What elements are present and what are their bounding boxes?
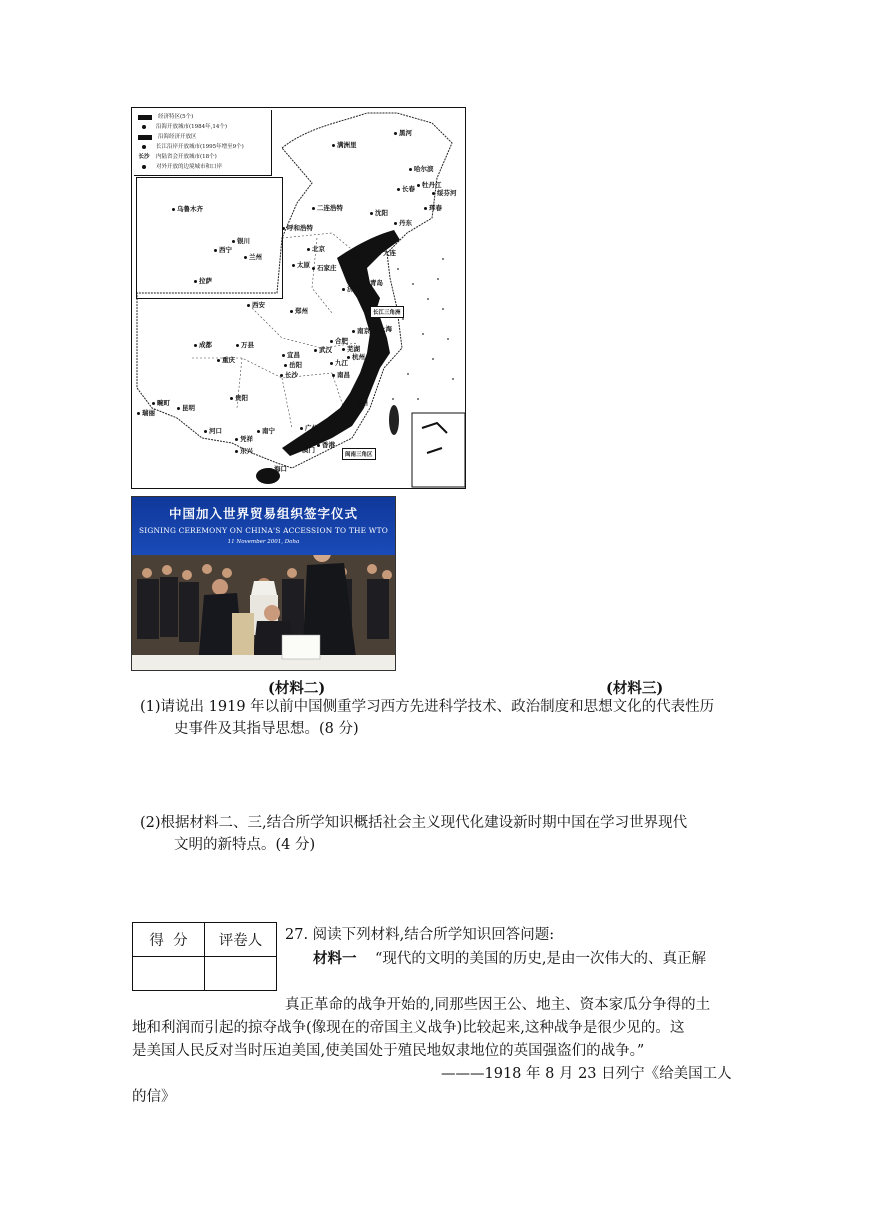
city-label: 岳阳 xyxy=(284,360,302,369)
city-label: 杭州 xyxy=(347,352,365,361)
city-label: 东兴 xyxy=(235,446,253,455)
city-label: 石家庄 xyxy=(312,263,337,272)
city-label: 哈尔滨 xyxy=(409,164,434,173)
legend-row: 对外开放的边境城市和口岸 xyxy=(138,162,269,172)
banner-title-en: SIGNING CEREMONY ON CHINA'S ACCESSION TO THE WTO xyxy=(139,526,388,535)
map-legend xyxy=(134,110,272,176)
score-table xyxy=(132,922,277,991)
material-1-line-2: 真正革命的战争开始的,同那些因王公、地主、资本家瓜分争得的土 xyxy=(285,997,711,1013)
city-label: 西安 xyxy=(247,300,265,309)
legend-row: 经济特区(5个) xyxy=(138,112,269,122)
city-label: 天津 xyxy=(342,251,360,260)
city-label: 绥芬河 xyxy=(432,188,457,197)
material-1-line-1: “现代的文明的美国的历史,是由一次伟大的、真正解 xyxy=(374,951,706,967)
city-label: 澳门 xyxy=(297,445,315,454)
city-label: 大连 xyxy=(378,248,396,257)
city-label: 长沙 xyxy=(280,370,298,379)
question-1 xyxy=(140,696,740,740)
city-label: 芜湖 xyxy=(342,344,360,353)
banner-title-cn: 中国加入世界贸易组织签字仪式 xyxy=(168,506,358,521)
city-label: 北京 xyxy=(307,244,325,253)
city-label: 合肥 xyxy=(330,336,348,345)
city-label: 珲春 xyxy=(424,203,442,212)
legend-row: 沿海经济开放区 xyxy=(138,132,269,142)
ceremony-banner xyxy=(132,497,395,555)
city-label: 南昌 xyxy=(332,370,350,379)
city-label: 二连浩特 xyxy=(312,203,343,212)
material-1-label: 材料一 xyxy=(313,950,357,967)
zone-label: 闽南三角区 xyxy=(342,448,376,460)
question-1-line-2: 史事件及其指导思想。(8 分) xyxy=(174,721,359,737)
caption-material-3: (材料三) xyxy=(606,680,664,697)
city-label: 武汉 xyxy=(314,345,332,354)
grader-label-cell: 评卷人 xyxy=(205,923,277,957)
city-label: 南宁 xyxy=(257,426,275,435)
city-label: 拉萨 xyxy=(194,276,212,285)
city-label: 兰州 xyxy=(244,252,262,261)
city-label: 香港 xyxy=(317,440,335,449)
material-1-source-line-2: 的信》 xyxy=(132,1089,176,1105)
city-label: 西宁 xyxy=(214,245,232,254)
city-label: 济南 xyxy=(342,284,360,293)
grader-input-cell[interactable] xyxy=(205,957,277,991)
city-label: 牡丹江 xyxy=(417,180,442,189)
city-label: 贵阳 xyxy=(230,393,248,402)
score-label-cell: 得 分 xyxy=(133,923,205,957)
score-input-cell[interactable] xyxy=(133,957,205,991)
question-2-line-2: 文明的新特点。(4 分) xyxy=(174,837,316,853)
question-1-line-1: (1)请说出 1919 年以前中国侧重学习西方先进科学技术、政治制度和思想文化的代表性历 xyxy=(140,699,715,715)
zone-label: 长江三角洲 xyxy=(370,306,404,318)
city-label: 福州 xyxy=(350,398,368,407)
city-label: 九江 xyxy=(330,358,348,367)
material-1-source-line-1: ———1918 年 8 月 23 日列宁《给美国工人 xyxy=(441,1066,732,1082)
city-label: 河口 xyxy=(204,426,222,435)
city-label: 银川 xyxy=(232,236,250,245)
city-label: 宜昌 xyxy=(282,350,300,359)
opening-up-map xyxy=(131,107,466,489)
material-1-line-4: 是美国人民反对当时压迫美国,使美国处于殖民地奴隶地位的英国强盗们的战争。” xyxy=(132,1043,645,1059)
wto-signing-photo xyxy=(131,496,396,671)
city-label: 凭祥 xyxy=(235,434,253,443)
city-label: 黑河 xyxy=(394,128,412,137)
city-label: 郑州 xyxy=(290,306,308,315)
city-label: 青岛 xyxy=(365,278,383,287)
banner-date: 11 November 2001, Doha xyxy=(227,539,300,545)
city-label: 满洲里 xyxy=(332,140,357,149)
question-27-title: 27. 阅读下列材料,结合所学知识回答问题: xyxy=(285,927,555,943)
city-label: 万县 xyxy=(236,340,254,349)
city-label: 呼和浩特 xyxy=(282,223,313,232)
city-label: 太原 xyxy=(292,260,310,269)
city-label: 广州 xyxy=(300,423,318,432)
city-label: 上海 xyxy=(374,324,392,333)
city-label: 乌鲁木齐 xyxy=(172,204,203,213)
question-27-material-1 xyxy=(313,947,706,971)
legend-row: 长沙 内陆省会开放城市(18个) xyxy=(138,154,217,160)
material-1-line-3: 地和利润而引起的掠夺战争(像现在的帝国主义战争)比较起来,这种战争是很少见的。这 xyxy=(132,1020,685,1036)
city-label: 南京 xyxy=(352,326,370,335)
city-label: 昆明 xyxy=(177,403,195,412)
city-label: 畹町 xyxy=(152,398,170,407)
city-label: 沈阳 xyxy=(370,208,388,217)
city-label: 长春 xyxy=(397,184,415,193)
city-label: 海口 xyxy=(269,464,287,473)
city-label: 重庆 xyxy=(217,355,235,364)
legend-row: 长江沿岸开放城市(1995年增至9个) xyxy=(138,142,269,152)
ceremony-scene xyxy=(132,555,395,670)
city-label: 成都 xyxy=(194,340,212,349)
question-2-line-1: (2)根据材料二、三,结合所学知识概括社会主义现代化建设新时期中国在学习世界现代 xyxy=(140,815,688,831)
caption-material-2: (材料二) xyxy=(268,680,326,697)
city-label: 丹东 xyxy=(394,218,412,227)
question-2 xyxy=(140,812,740,856)
city-label: 瑞丽 xyxy=(137,408,155,417)
legend-row: 沿海开放城市(1984年,14个) xyxy=(138,122,269,132)
